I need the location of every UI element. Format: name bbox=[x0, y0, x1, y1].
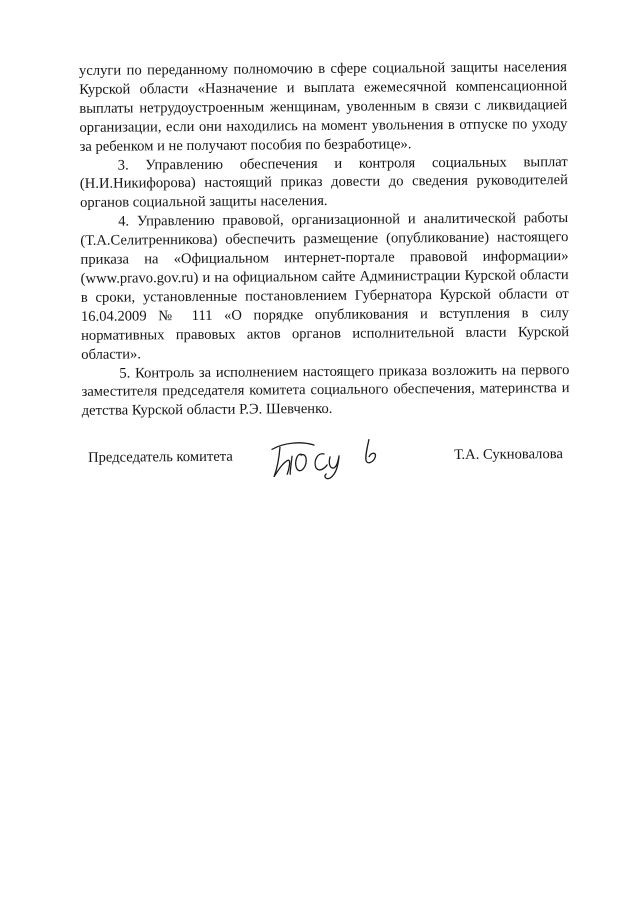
document-body bbox=[79, 58, 570, 421]
signature-block bbox=[0, 433, 640, 488]
paragraph-continuation: услуги по переданному полномочию в сфере социальной защиты населения Курской области «Назначение и выплата ежемесячной компенсационной выплаты нетрудоустроенным женщинам, уволенным в связи с ликвидацией организации, если они находились на момент увольнения в отпуске по уходу за ребенком и не получают пособия по безработице». bbox=[78, 59, 568, 155]
signer-name: Т.А. Сукновалова bbox=[453, 446, 563, 463]
paragraph-item-4: 4. Управлению правовой, организационной и аналитической работы (Т.А.Селитренникова) обеспечить размещение (опубликование) настоящего приказа на «Официальном интернет-портале правовой информации» (www.pravo.gov.ru) и на официальном сайте Администрации Курской области в сроки, установленные постановлением Губернатора Курской области от 16.04.2009 № 111 «О порядке опубликования и вступления в силу нормативных правовых актов органов исполнительной власти Курской области». bbox=[80, 210, 570, 363]
position-title: Председатель комитета bbox=[87, 448, 233, 466]
paragraph-item-5: 5. Контроль за исполнением настоящего приказа возложить на первого заместителя председателя комитета социального обеспечения, материнства и детства Курской области Р.Э. Шевченко. bbox=[81, 361, 570, 420]
paragraph-item-3: 3. Управлению обеспечения и контроля социальных выплат (Н.И.Никифорова) настоящий приказ довести до сведения руководителей органов социальной защиты населения. bbox=[79, 153, 568, 212]
handwritten-signature bbox=[266, 435, 396, 480]
